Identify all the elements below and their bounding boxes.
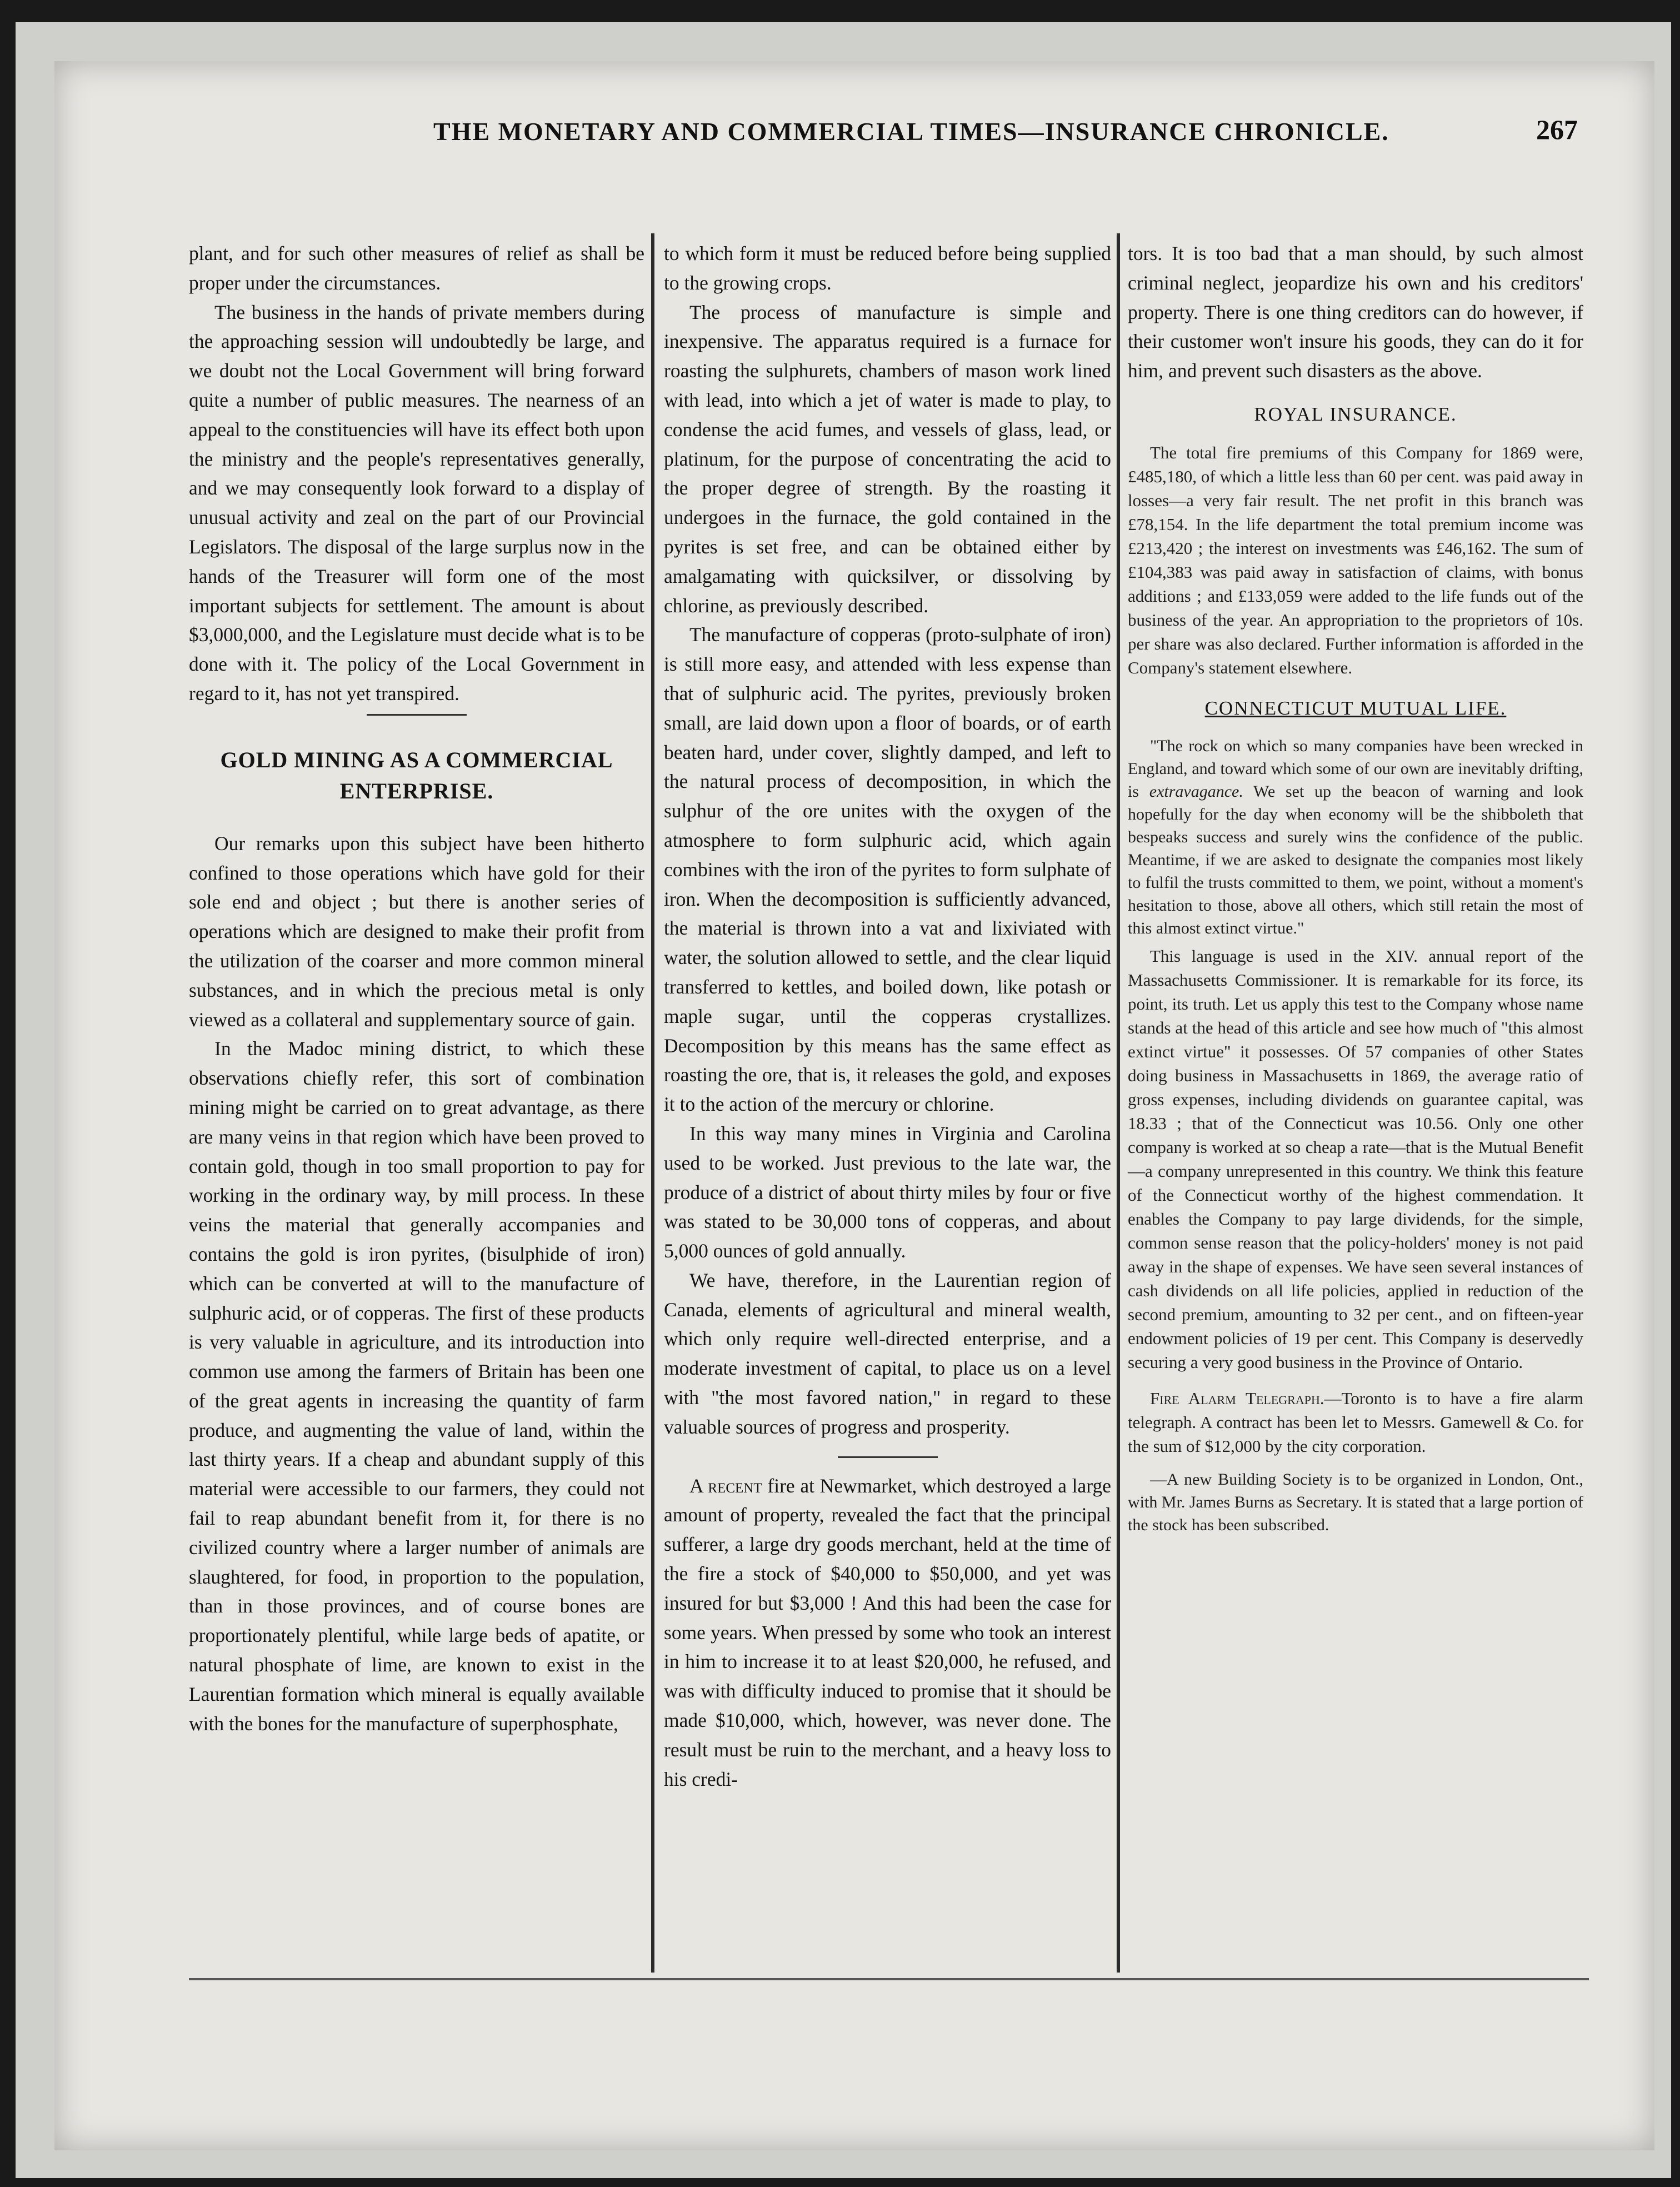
small-type-section	[1128, 944, 1583, 1374]
column-rule	[651, 233, 654, 1973]
article-paragraph: This language is used in the XIV. annual report of the Massachusetts Commissioner. It is remarkable for its force, its point, its truth. Let us apply this test to the Company whose name stands at the head of this article and see how much of "this almost extinct virtue" it possesses. Of 57 companies of other States doing business in Massachusetts in 1869, the average ratio of gross expenses, including dividends on guarantee capital, was 18.33 ; that of the Connecticut was 10.56. Only one other company is worked at so cheap a rate—that is the Mutual Benefit—a company unrepresented in this country. We think this feature of the Connecticut worthy of the highest commendation. It enables the Company to pay large dividends, for the simple, common sense reason that the policy-holders' money is not paid away in the shape of expenses. We have seen several instances of cash dividends on all life policies, applied in reduction of the second premium, amounting to 32 per cent., and on fifteen-year endowment policies of 19 per cent. This Company is deservedly securing a very good business in the Province of Ontario.	[1128, 946, 1583, 1372]
article-headline: GOLD MINING AS A COMMERCIAL ENTERPRISE.	[220, 747, 613, 803]
quote-text: We set up the beacon of warning and look hopefully for the day when economy will be the shibboleth that bespeaks success and surely wins the confidence of the public. Meantime, if we are asked to designate the companies most likely to fulfil the trusts committed to them, we point, without a moment's hesitation to those, above all others, which still retain the most of this almost extinct virtue."	[1128, 782, 1583, 937]
small-type-section	[1128, 1386, 1583, 1458]
section-heading: ROYAL INSURANCE.	[1254, 403, 1457, 425]
column-3	[1128, 239, 1583, 1536]
article-paragraph: —A new Building Society is to be organized in London, Ont., with Mr. James Burns as Secretary. It is stated that a large portion of the stock has been subscribed.	[1128, 1470, 1583, 1534]
paragraph-text: fire at Newmarket, which destroyed a large amount of property, revealed the fact that the principal sufferer, a large dry goods merchant, held at the time of the fire a stock of $40,000 to $50,000, and yet was insured for but $3,000 ! And this had been the case for some years. When pressed by some who took an interest in him to increase it to at least $20,000, he refused, and was with difficulty induced to promise that it should be made $10,000, which, however, was never done. The result must be ruin to the merchant, and a heavy loss to his credi-	[664, 1474, 1111, 1790]
quote-emphasis: extravagance.	[1149, 782, 1243, 801]
quotation	[1128, 735, 1583, 940]
bottom-rule	[189, 1978, 1589, 1980]
quote-text: "The rock on which so many companies have been wrecked in England, and toward which some of our own are inevitably drifting, is	[1128, 736, 1583, 801]
lead-in: A recent	[689, 1474, 762, 1497]
article-paragraph: The business in the hands of private members during the approaching session will undoubtedly be large, and we doubt not the Local Government will bring forward quite a number of public measures. The nearness of an appeal to the constituencies will have its effect both upon the ministry and the people's representatives generally, and we may consequently look forward to a display of unusual activity and zeal on the part of our Provincial Legislators. The disposal of the large surplus now in the hands of the Treasurer will form one of the most important subjects for settlement. The amount is about $3,000,000, and the Legislature must decide what is to be done with it. The policy of the Local Government in regard to it, has not yet transpired.	[189, 301, 644, 705]
small-type-section	[1128, 1468, 1583, 1536]
section-divider	[367, 714, 467, 716]
article-paragraph: plant, and for such other measures of relief as shall be proper under the circumstances.	[189, 242, 644, 294]
section-heading: CONNECTICUT MUTUAL LIFE.	[1204, 697, 1507, 719]
article-paragraph: In this way many mines in Virginia and Carolina used to be worked. Just previous to the late war, the produce of a district of about thirty miles by four or five was stated to be 30,000 tons of copperas, and about 5,000 ounces of gold annually.	[664, 1122, 1111, 1262]
article-paragraph: tors. It is too bad that a man should, by such almost criminal neglect, jeopardize his own and his creditors' property. There is one thing creditors can do however, if their customer won't insure his goods, they can do it for him, and prevent such disasters as the above.	[1128, 242, 1583, 382]
lead-in: Fire Alarm Telegraph.	[1150, 1388, 1324, 1408]
quote-paragraph	[1128, 735, 1583, 940]
page-number: 267	[1536, 114, 1578, 145]
article-paragraph: In the Madoc mining district, to which these observations chiefly refer, this sort of combination mining might be carried on to great advantage, as there are many veins in that region which have been proved to contain gold, though in too small proportion to pay for working in the ordinary way, by mill process. In these veins the material that generally accompanies and contains the gold is iron pyrites, (bisulphide of iron) which can be converted at will to the manufacture of sulphuric acid, or of copperas. The first of these products is very valuable in agriculture, and its introduction into common use among the farmers of Britain has been one of the great agents in increasing the quantity of farm produce, and augmenting the value of land, within the last thirty years. If a cheap and abundant supply of this material were accessible to our farmers, they could not fail to reap abundant benefit from it, for there is no civilized country where a larger number of animals are slaughtered, for food, in proportion to the population, than in those provinces, and of course bones are proportionately plentiful, while large beds of apatite, or natural phosphate of lime, are known to exist in the Laurentian formation which mineral is equally available with the bones for the manufacture of superphosphate,	[189, 1037, 644, 1735]
article-paragraph	[1128, 1386, 1583, 1458]
running-header	[222, 114, 1578, 161]
paragraph-text: —Toronto is to have a fire alarm telegraph. A contract has been let to Messrs. Gamewell & Co. for the sum of $12,000 by the city corporation.	[1128, 1388, 1583, 1456]
column-1	[189, 239, 644, 1738]
article-paragraph: We have, therefore, in the Laurentian region of Canada, elements of agricultural and mineral wealth, which only require well-directed enterprise, and a moderate investment of capital, to place us on a level with "the most favored nation," in regard to these valuable sources of progress and prosperity.	[664, 1269, 1111, 1438]
article-paragraph: to which form it must be reduced before being supplied to the growing crops.	[664, 242, 1111, 294]
article-paragraph	[664, 1471, 1111, 1794]
column-2	[664, 239, 1111, 1794]
article-paragraph: The manufacture of copperas (proto-sulphate of iron) is still more easy, and attended with less expense than that of sulphuric acid. The pyrites, previously broken small, are laid down upon a floor of boards, or of earth beaten hard, under cover, slightly damped, and left to the natural process of decomposition, in which the sulphur of the ore unites with the oxygen of the atmosphere to form sulphuric acid, which again combines with the iron of the pyrites to form sulphate of iron. When the decomposition is sufficiently advanced, the material is thrown into a vat and lixiviated with water, the solution allowed to settle, and the clear liquid transferred to kettles, and boiled down, like potash or maple sugar, until the copperas crystallizes. Decomposition by this means has the same effect as roasting the ore, that is, it releases the gold, and exposes it to the action of the mercury or chlorine.	[664, 623, 1111, 1116]
article-paragraph: The total fire premiums of this Company for 1869 were, £485,180, of which a little less than 60 per cent. was paid away in losses—a very fair result. The net profit in this branch was £78,154. In the life department the total premium income was £213,420 ; the interest on investments was £46,162. The sum of £104,383 was paid away in satisfaction of claims, with bonus additions ; and £133,059 were added to the life funds out of the business of the year. An appropriation to the proprietors of 10s. per share was also declared. Further information is afforded in the Company's statement elsewhere.	[1128, 442, 1583, 677]
column-rule	[1117, 233, 1120, 1973]
publication-title: THE MONETARY AND COMMERCIAL TIMES—INSURANCE CHRONICLE.	[433, 117, 1389, 146]
article-paragraph: Our remarks upon this subject have been hitherto confined to those operations which have gold for their sole end and object ; but there is another series of operations which are designed to make their profit from the utilization of the coarser and more common mineral substances, and in which the precious metal is only viewed as a collateral and supplementary source of gain.	[189, 832, 644, 1031]
small-type-section	[1128, 441, 1583, 680]
section-divider	[838, 1456, 938, 1458]
article-paragraph: The process of manufacture is simple and inexpensive. The apparatus required is a furnace for roasting the sulphurets, chambers of mason work lined with lead, into which a jet of water is made to play, to condense the acid fumes, and vessels of glass, lead, or platinum, for the purpose of concentrating the acid to the proper degree of strength. By the roasting it undergoes in the furnace, the gold contained in the pyrites is set free, and can be obtained either by amalgamating with quicksilver, or dissolving by chlorine, as previously described.	[664, 301, 1111, 617]
